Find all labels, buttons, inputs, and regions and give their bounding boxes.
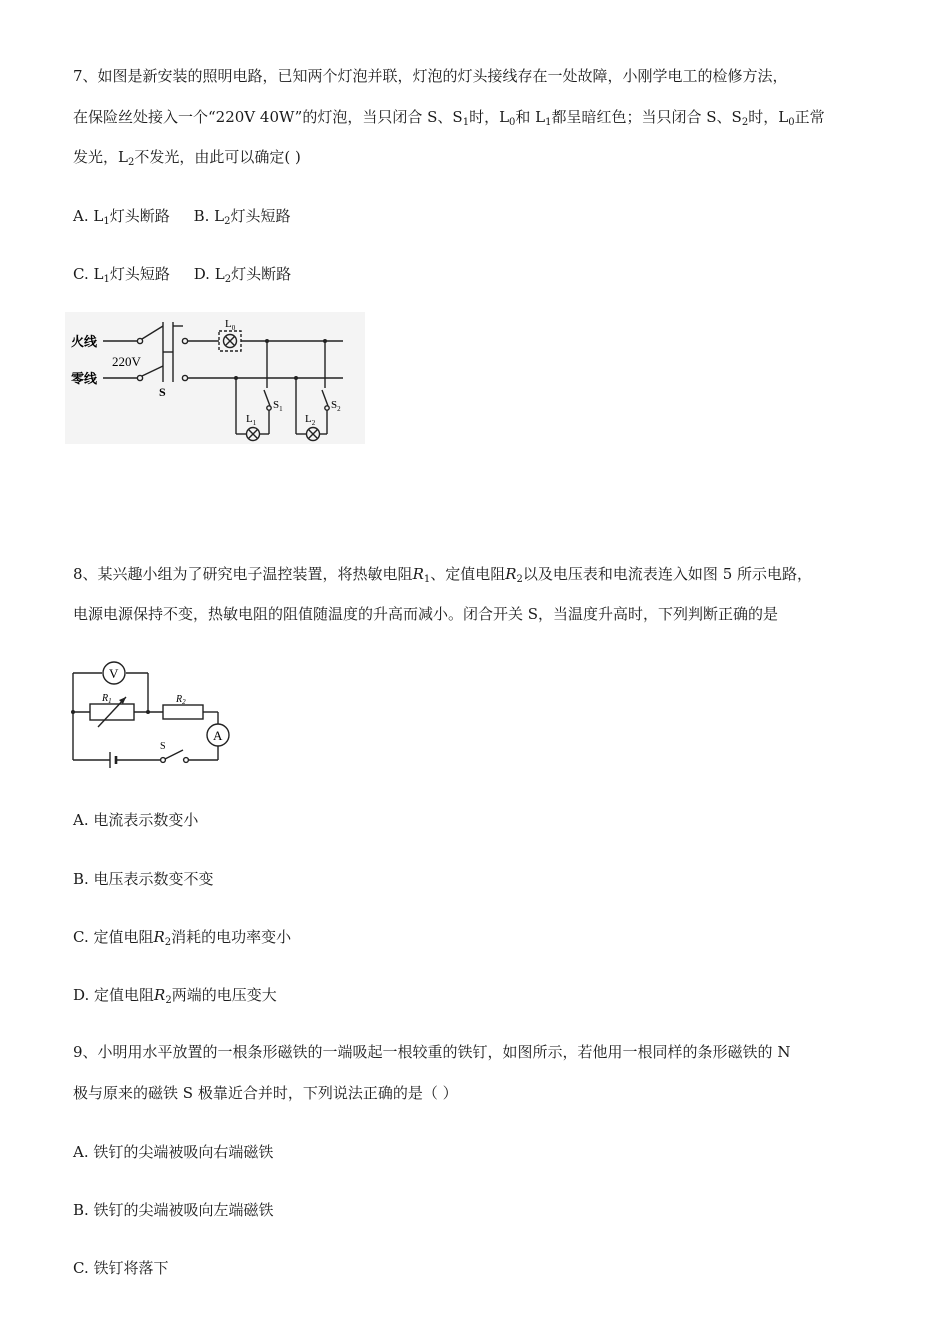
q8-option-d[interactable]: D. 定值电阻$R_2$两端的电压变大 [73, 986, 277, 1006]
q8-line-2: 电源电源保持不变，热敏电阻的阻值随温度的升高而减小。闭合开关 S，当温度升高时，下列判断正确的是 [73, 605, 779, 623]
q8-fig-switch-label: S [160, 741, 166, 752]
q7-line-1: 7、如图是新安装的照明电路，已知两个灯泡并联，灯泡的灯头接线存在一处故障，小刚学电工的检修方法， [73, 67, 788, 85]
q7-fig-switch-label: S [159, 385, 166, 399]
q7-option-b[interactable]: B. $L_2$灯头短路 [193, 207, 291, 227]
q7-fig-l0-label: $L_0$ [225, 318, 236, 332]
q7-fig-l1-label: $L_1$ [246, 413, 257, 427]
q8-line-1: 8、某兴趣小组为了研究电子温控装置，将热敏电阻$R_1$、定值电阻$R_2$以及电压表和电流表连入如图 5 所示电路， [73, 565, 813, 585]
q7-fig-l2-label: $L_2$ [305, 413, 316, 427]
q7-line-3: 发光，$L_2$不发光，由此可以确定( ) [73, 148, 301, 168]
q7-options-cd [73, 264, 291, 284]
q7-options-ab [73, 206, 291, 226]
q7-option-d[interactable]: D. $L_2$灯头断路 [193, 265, 292, 285]
q7-line-2: 在保险丝处接入一个“220V 40W”的灯泡，当只闭合 S、$S_1$时，$L_0$和 $L_1$都呈暗红色；当只闭合 S、$S_2$时，$L_0$正常 [73, 108, 825, 128]
q8-fig-ammeter: A [213, 728, 223, 743]
q8-option-a[interactable]: A. 电流表示数变小 [73, 811, 199, 829]
q8-fig-r1-label: $R_1$ [102, 693, 112, 705]
q7-option-a[interactable]: A. $L_1$灯头断路 [73, 207, 170, 227]
q8-option-c[interactable]: C. 定值电阻$R_2$消耗的电功率变小 [73, 928, 292, 948]
q8-circuit-figure [68, 655, 240, 773]
q7-circuit-figure [65, 312, 365, 444]
q7-fig-s2-label: $S_2$ [331, 399, 341, 413]
q7-fig-neutral-label: 零线 [71, 371, 98, 386]
q9-option-c[interactable]: C. 铁钉将落下 [73, 1259, 169, 1277]
q9-line-2: 极与原来的磁铁 S 极靠近合并时，下列说法正确的是（ ） [73, 1084, 458, 1102]
q9-option-b[interactable]: B. 铁钉的尖端被吸向左端磁铁 [73, 1201, 274, 1219]
q8-fig-r2-label: $R_2$ [176, 694, 186, 706]
q9-line-1: 9、小明用水平放置的一根条形磁铁的一端吸起一根较重的铁钉，如图所示，若他用一根同样的条形磁铁的 N [73, 1043, 791, 1061]
q7-fig-s1-label: $S_1$ [273, 399, 283, 413]
q7-fig-live-label: 火线 [71, 334, 98, 349]
q8-option-b[interactable]: B. 电压表示数变不变 [73, 870, 214, 888]
q7-fig-voltage-label: 220V [112, 354, 141, 369]
q8-fig-voltmeter: V [109, 666, 119, 681]
q9-option-a[interactable]: A. 铁钉的尖端被吸向右端磁铁 [73, 1143, 274, 1161]
q7-option-c[interactable]: C. $L_1$灯头短路 [73, 265, 170, 285]
